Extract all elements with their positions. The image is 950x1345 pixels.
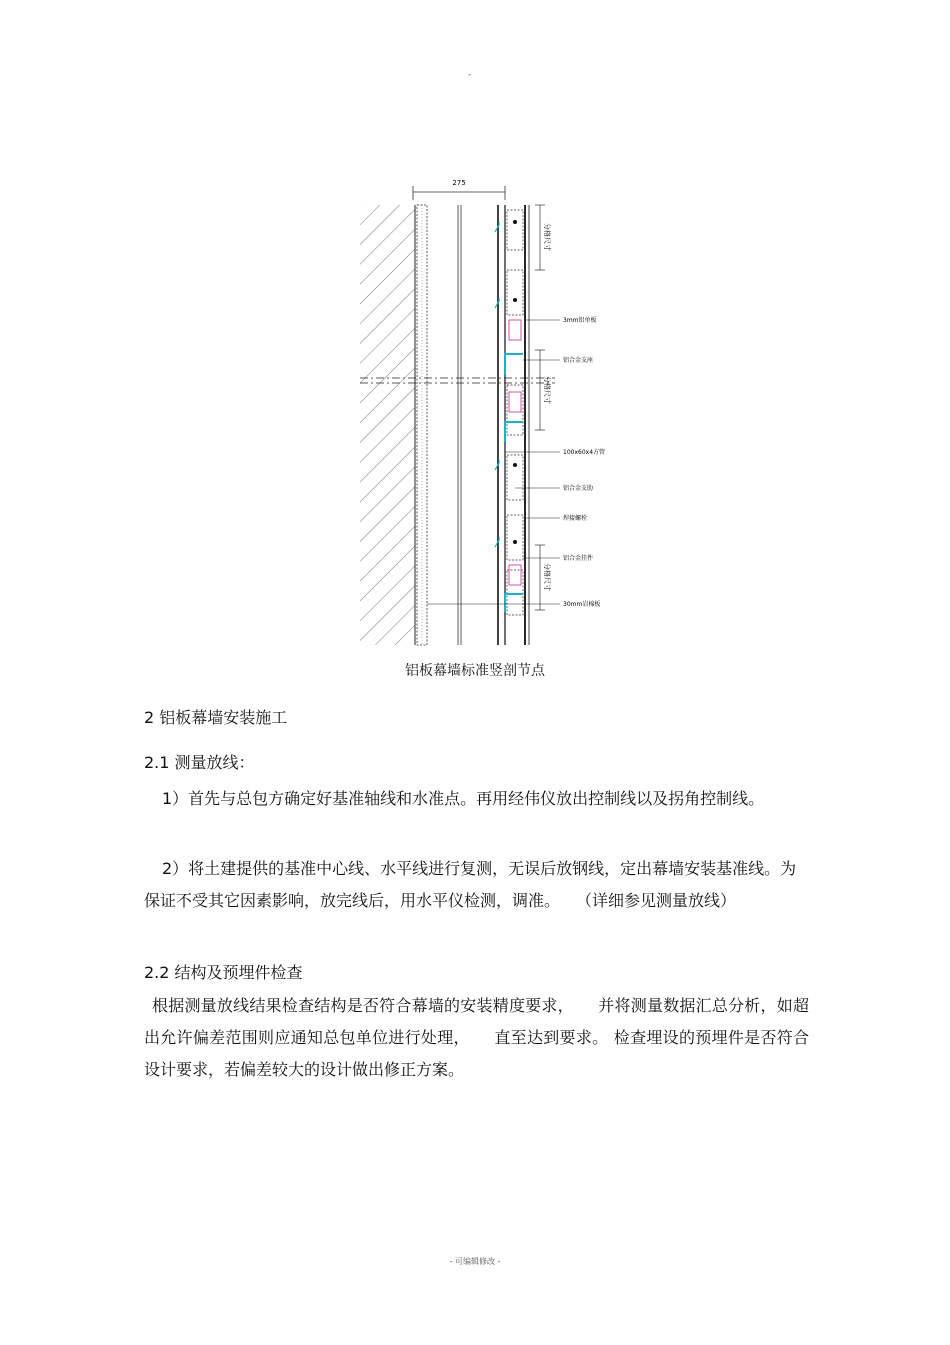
header-mark: - <box>468 70 472 80</box>
section-heading: 2 铝板幕墙安装施工 <box>144 708 288 727</box>
label-rib: 铝合金支肋 <box>563 485 594 492</box>
footer-note: - 可编辑修改 - <box>449 1257 501 1266</box>
label-tube: 100x60x4方管 <box>563 449 606 456</box>
paragraph: 根据测量放线结果检查结构是否符合幕墙的安装精度要求， 并将测量数据汇总分析，如超出允许偏差范围则应通知总包单位进行处理， 直至达到要求。 检查埋设的预埋件是否符合设计要求，若偏差较大的设计做出修正方案。 <box>144 996 809 1079</box>
subsection-heading: 2.2 结构及预埋件检查 <box>144 963 303 982</box>
grid-size-label: 分格尺寸 <box>543 223 551 251</box>
grid-size-label: 分格尺寸 <box>543 376 551 404</box>
label-hanger: 铝合金挂件 <box>563 555 594 562</box>
grid-size-label: 分格尺寸 <box>543 563 551 591</box>
label-panel: 3mm铝单板 <box>563 317 597 324</box>
dimension-label: 275 <box>452 179 466 187</box>
label-support: 铝合金支座 <box>563 357 594 364</box>
concrete-wall <box>360 205 415 645</box>
label-bolt: 焊接螺栓 <box>563 515 588 522</box>
paragraph: 2）将土建提供的基准中心线、水平线进行复测，无误后放钢线，定出幕墙安装基准线。为保证不受其它因素影响，放完线后，用水平仪检测，调准。 （详细参见测量放线） <box>144 859 797 910</box>
curtain-wall-section-drawing <box>355 170 620 650</box>
subsection-heading: 2.1 测量放线： <box>144 753 255 772</box>
label-insulation: 30mm岩棉板 <box>563 601 601 608</box>
paragraph: 1）首先与总包方确定好基准轴线和水准点。再用经伟仪放出控制线以及拐角控制线。 <box>162 789 765 808</box>
figure-caption: 铝板幕墙标准竖剖节点 <box>405 663 545 679</box>
